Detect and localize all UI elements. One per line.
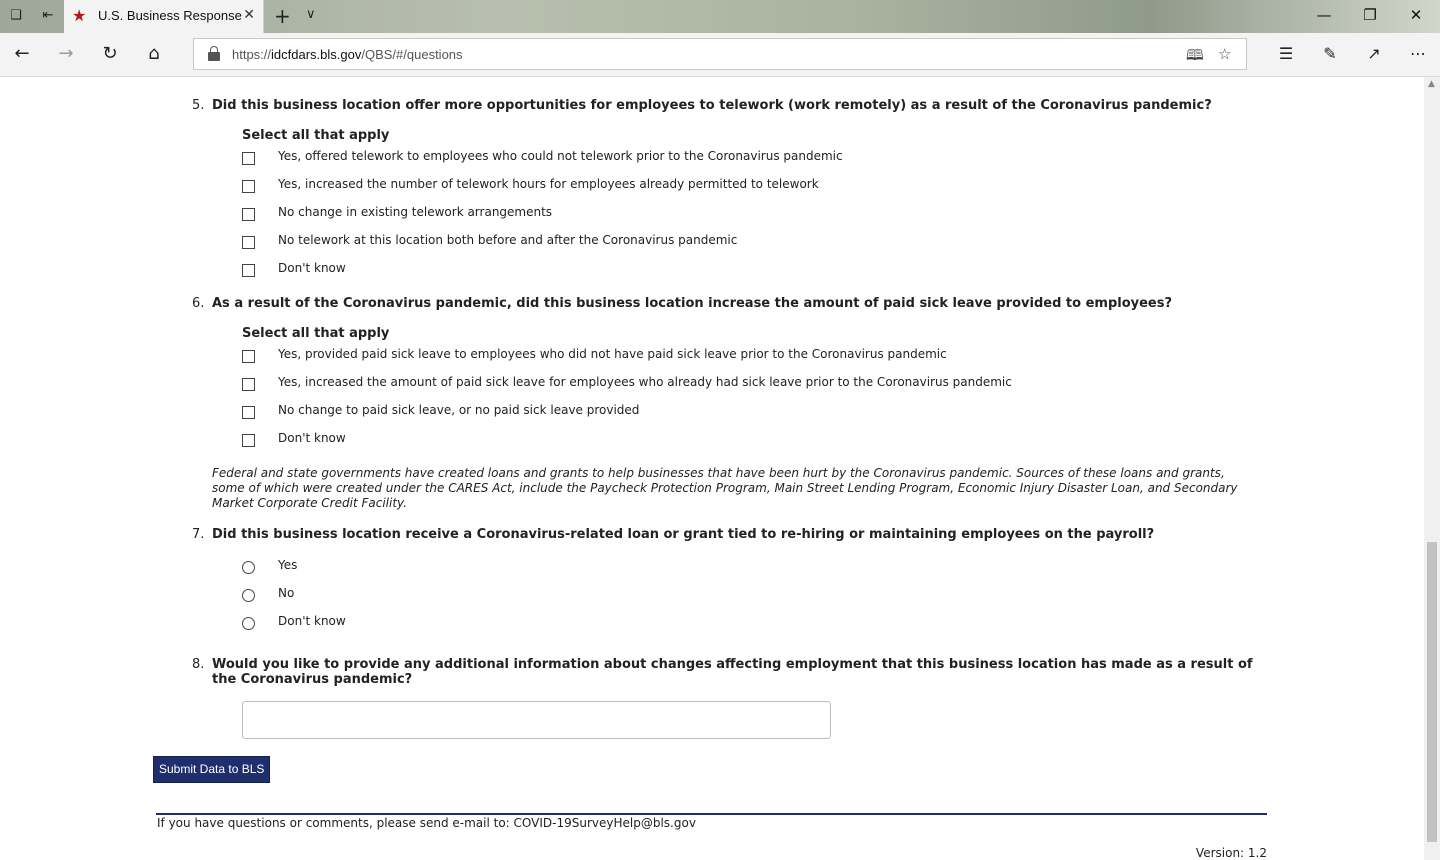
q6-option-3-label[interactable]: No change to paid sick leave, or no paid sick leave provided xyxy=(278,403,640,417)
q7-option-no-label[interactable]: No xyxy=(278,586,295,600)
tab-actions-icon[interactable]: ❑ xyxy=(10,8,22,23)
q7-option-no-radio[interactable] xyxy=(242,589,255,602)
q7-option-dontknow-radio[interactable] xyxy=(242,617,255,630)
favorite-star-icon[interactable]: ☆ xyxy=(1218,45,1232,63)
back-icon[interactable]: ← xyxy=(14,43,30,64)
new-tab-icon[interactable]: + xyxy=(274,4,291,28)
pen-icon[interactable]: ✎ xyxy=(1323,44,1337,63)
select-all-label: Select all that apply xyxy=(242,128,390,143)
vertical-scrollbar[interactable] xyxy=(1424,77,1440,860)
q5-option-2-checkbox[interactable] xyxy=(242,180,255,193)
address-bar[interactable] xyxy=(193,38,1247,70)
more-icon[interactable]: ⋯ xyxy=(1410,44,1426,63)
q7-option-yes-radio[interactable] xyxy=(242,561,255,574)
scroll-thumb[interactable] xyxy=(1427,542,1437,842)
additional-info-input[interactable] xyxy=(242,701,831,739)
chevron-down-icon[interactable]: ∨ xyxy=(306,7,316,22)
set-tabs-aside-icon[interactable]: ⇤ xyxy=(42,8,54,23)
restore-icon[interactable]: ❐ xyxy=(1363,6,1377,24)
q6-option-4-label[interactable]: Don't know xyxy=(278,431,346,445)
reading-view-icon[interactable]: 🕮 xyxy=(1186,46,1204,64)
version-label: Version: 1.2 xyxy=(1195,846,1267,860)
q5-option-4-checkbox[interactable] xyxy=(242,236,255,249)
q5-option-3-checkbox[interactable] xyxy=(242,208,255,221)
tab-title: U.S. Business Response xyxy=(98,8,242,23)
q5-option-2-label[interactable]: Yes, increased the number of telework hours for employees already permitted to telework xyxy=(278,177,819,191)
tab-active[interactable] xyxy=(64,0,264,33)
star-favicon-icon: ★ xyxy=(72,6,87,25)
share-icon[interactable]: ↗ xyxy=(1367,44,1381,63)
select-all-label: Select all that apply xyxy=(242,326,390,341)
minimize-icon[interactable]: — xyxy=(1316,6,1332,24)
q7-option-yes-label[interactable]: Yes xyxy=(278,558,298,572)
home-icon[interactable]: ⌂ xyxy=(148,43,160,64)
q5-option-1-checkbox[interactable] xyxy=(242,152,255,165)
scroll-up-icon[interactable]: ▲ xyxy=(1428,79,1435,89)
refresh-icon[interactable]: ↻ xyxy=(102,43,118,64)
submit-data-button[interactable]: Submit Data to BLS xyxy=(153,756,270,783)
question-8-text: Would you like to provide any additional information about changes affecting employment that this business location has made as a result of the Coronavirus pandemic? xyxy=(212,657,1253,687)
navigation-bar xyxy=(0,33,1440,77)
q6-option-2-label[interactable]: Yes, increased the amount of paid sick leave for employees who already had sick leave prior to the Coronavirus pandemic xyxy=(278,375,1012,389)
q5-option-5-label[interactable]: Don't know xyxy=(278,261,346,275)
favorites-list-icon[interactable]: ☰ xyxy=(1278,44,1294,63)
q5-option-5-checkbox[interactable] xyxy=(242,264,255,277)
question-number: 8. xyxy=(192,657,205,672)
question-7-text: Did this business location receive a Coronavirus-related loan or grant tied to re-hiring or maintaining employees on the payroll? xyxy=(212,527,1155,542)
q5-option-1-label[interactable]: Yes, offered telework to employees who could not telework prior to the Coronavirus pandemic xyxy=(278,149,843,163)
loans-grants-note: Federal and state governments have created loans and grants to help businesses that have been hurt by the Coronavirus pandemic. Sources of these loans and grants, some of which were created under the CARES Act, include the Paycheck Protection Program, Main Street Lending Program, Economic Injury Disaster Loan, and Secondary Market Corporate Credit Facility. xyxy=(212,466,1238,510)
q6-option-1-checkbox[interactable] xyxy=(242,350,255,363)
q6-option-3-checkbox[interactable] xyxy=(242,406,255,419)
question-number: 6. xyxy=(192,296,205,311)
q6-option-4-checkbox[interactable] xyxy=(242,434,255,447)
page-content xyxy=(0,77,1424,860)
close-window-icon[interactable]: ✕ xyxy=(1409,6,1423,24)
title-bar xyxy=(0,0,1440,33)
question-5-text: Did this business location offer more opportunities for employees to telework (work remotely) as a result of the Coronavirus pandemic? xyxy=(212,98,1212,113)
q5-option-4-label[interactable]: No telework at this location both before and after the Coronavirus pandemic xyxy=(278,233,738,247)
url-text[interactable]: https://idcfdars.bls.gov/QBS/#/questions xyxy=(232,47,463,62)
q5-option-3-label[interactable]: No change in existing telework arrangements xyxy=(278,205,553,219)
footer-divider xyxy=(156,813,1267,815)
lock-icon xyxy=(208,46,220,60)
close-tab-icon[interactable]: ✕ xyxy=(243,7,255,23)
question-number: 5. xyxy=(192,98,205,113)
question-6-text: As a result of the Coronavirus pandemic, did this business location increase the amount of paid sick leave provided to employees? xyxy=(212,296,1173,311)
q6-option-1-label[interactable]: Yes, provided paid sick leave to employees who did not have paid sick leave prior to the Coronavirus pandemic xyxy=(278,347,947,361)
footer-contact: If you have questions or comments, please send e-mail to: COVID-19SurveyHelp@bls.gov xyxy=(157,816,696,830)
q6-option-2-checkbox[interactable] xyxy=(242,378,255,391)
question-number: 7. xyxy=(192,527,205,542)
forward-icon[interactable]: → xyxy=(58,43,74,64)
q7-option-dontknow-label[interactable]: Don't know xyxy=(278,614,346,628)
